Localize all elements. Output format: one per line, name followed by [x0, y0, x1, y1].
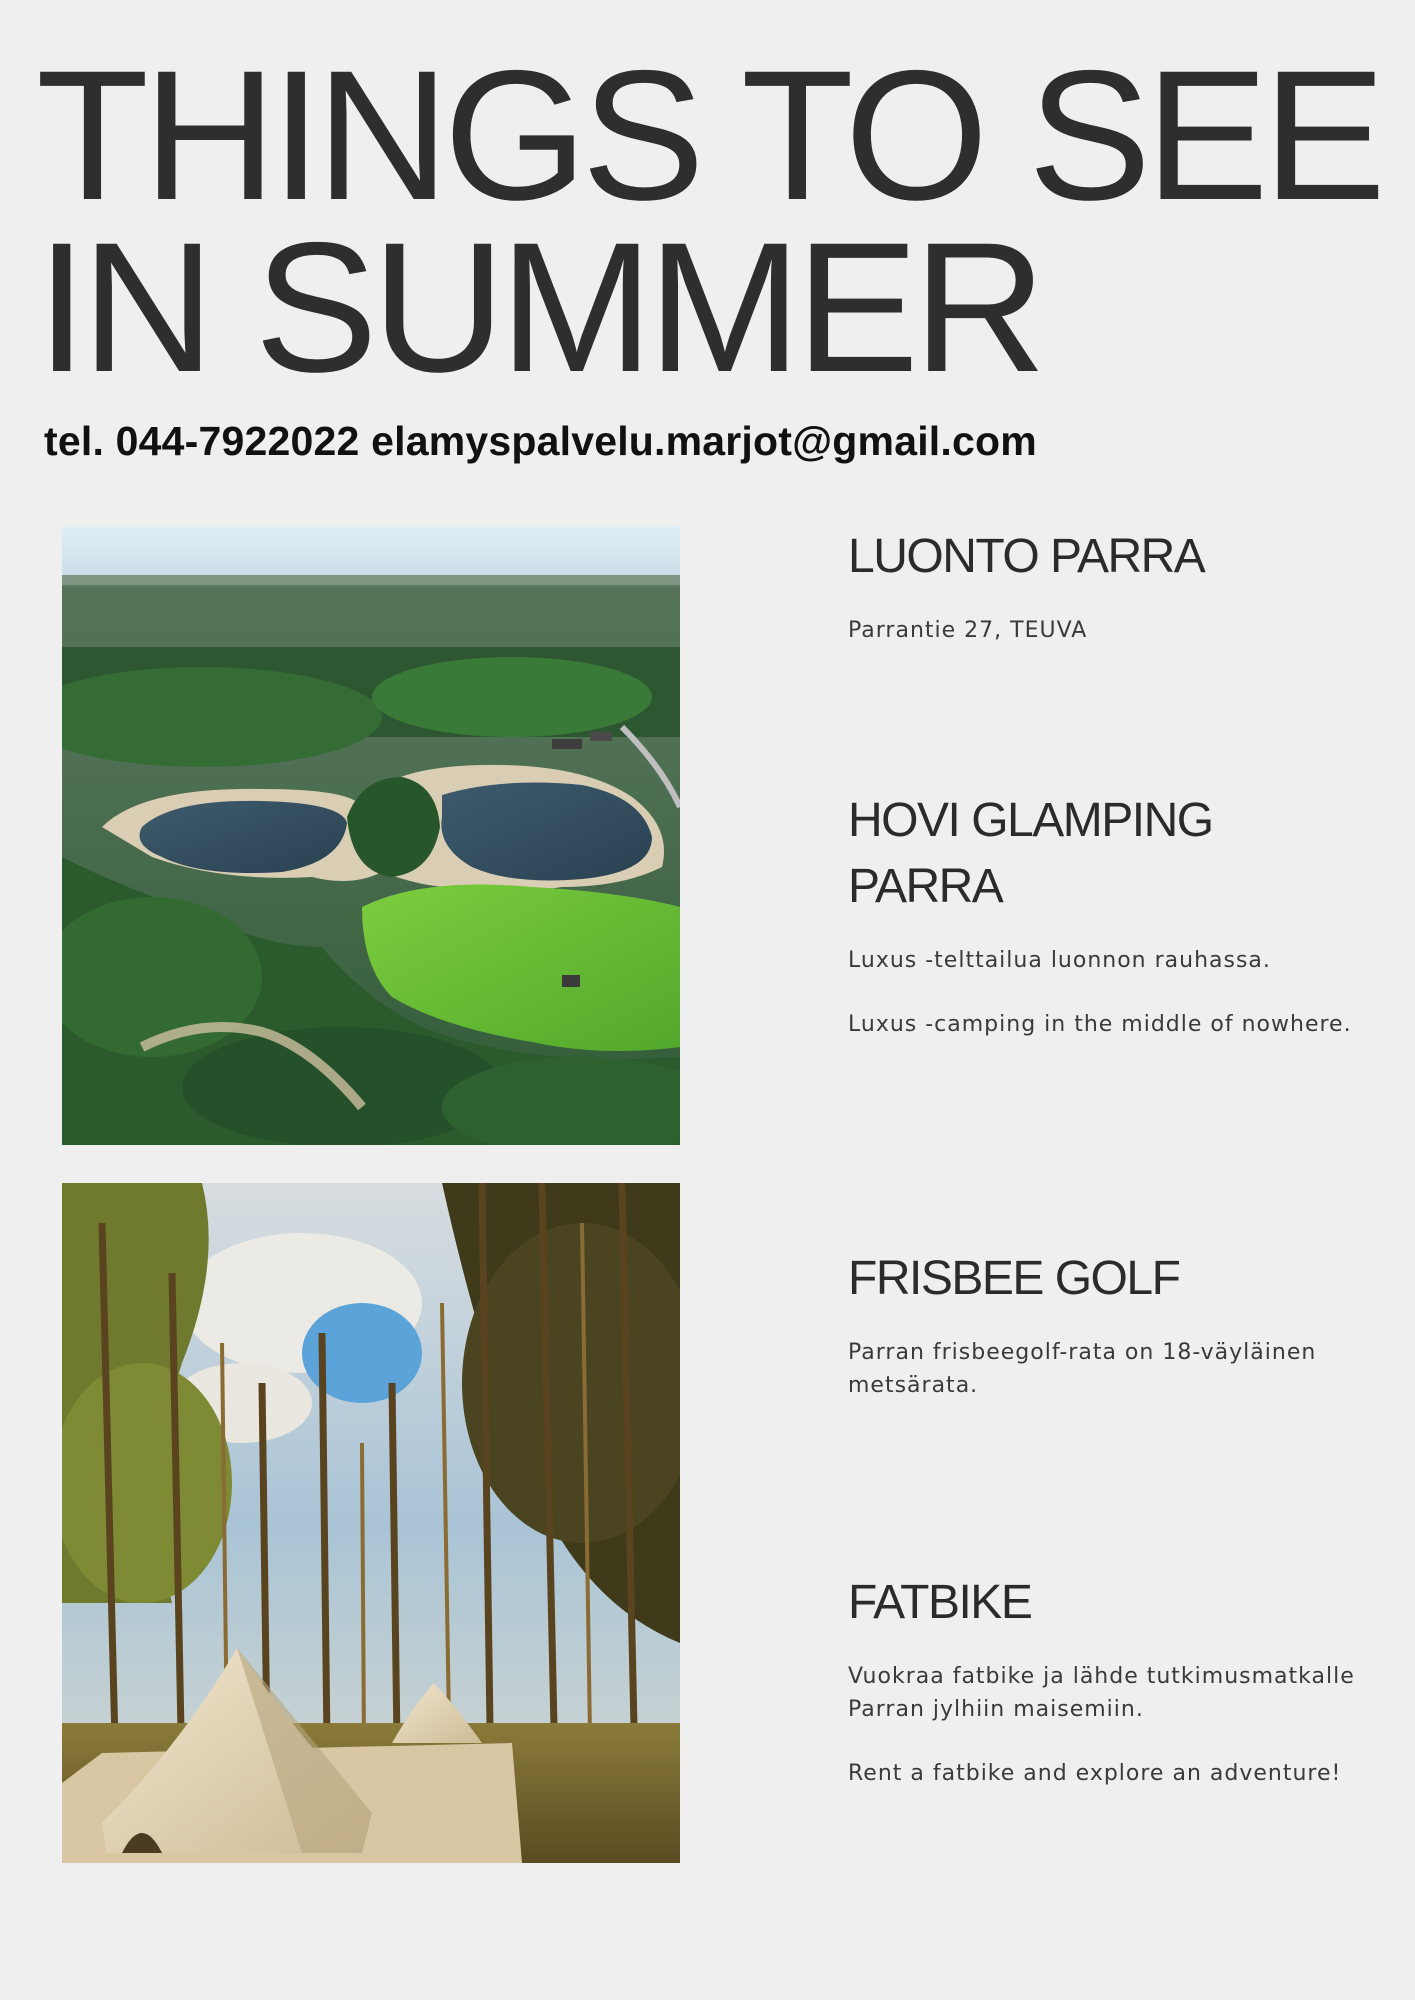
attraction-fatbike	[848, 1570, 1368, 1790]
attraction-description-fi: Luxus -telttailua luonnon rauhassa.	[848, 948, 1271, 973]
attraction-frisbee-golf	[848, 1246, 1368, 1402]
title-line-2: IN SUMMER	[36, 205, 1041, 411]
heading-line-1: HOVI GLAMPING	[848, 794, 1213, 847]
attraction-address: Parrantie 27, TEUVA	[848, 618, 1088, 643]
attraction-heading: LUONTO PARRA	[848, 530, 1205, 583]
aerial-lakes-image	[62, 527, 680, 1145]
attraction-description-en: Luxus -camping in the middle of nowhere.	[848, 1012, 1352, 1037]
attraction-hovi-glamping	[848, 788, 1368, 1041]
heading-line-2: PARRA	[848, 860, 1003, 913]
attraction-heading	[848, 788, 1368, 920]
attraction-heading: FRISBEE GOLF	[848, 1252, 1180, 1305]
attraction-luonto-parra	[848, 524, 1368, 647]
attraction-description-en: Rent a fatbike and explore an adventure!	[848, 1761, 1342, 1786]
page-title	[36, 33, 1381, 411]
glamping-tents-image	[62, 1183, 680, 1863]
title-line-1: THINGS TO SEE	[36, 33, 1381, 239]
photo-aerial-lakes	[62, 527, 680, 1145]
photo-glamping-tents	[62, 1183, 680, 1863]
attraction-description-fi: Parran frisbeegolf-rata on 18-väyläinen metsärata.	[848, 1340, 1317, 1398]
attraction-description-fi: Vuokraa fatbike ja lähde tutkimusmatkalle Parran jylhiin maisemiin.	[848, 1664, 1355, 1722]
attraction-heading: FATBIKE	[848, 1576, 1032, 1629]
contact-info: tel. 044-7922022 elamyspalvelu.marjot@gmail.com	[44, 418, 1037, 464]
